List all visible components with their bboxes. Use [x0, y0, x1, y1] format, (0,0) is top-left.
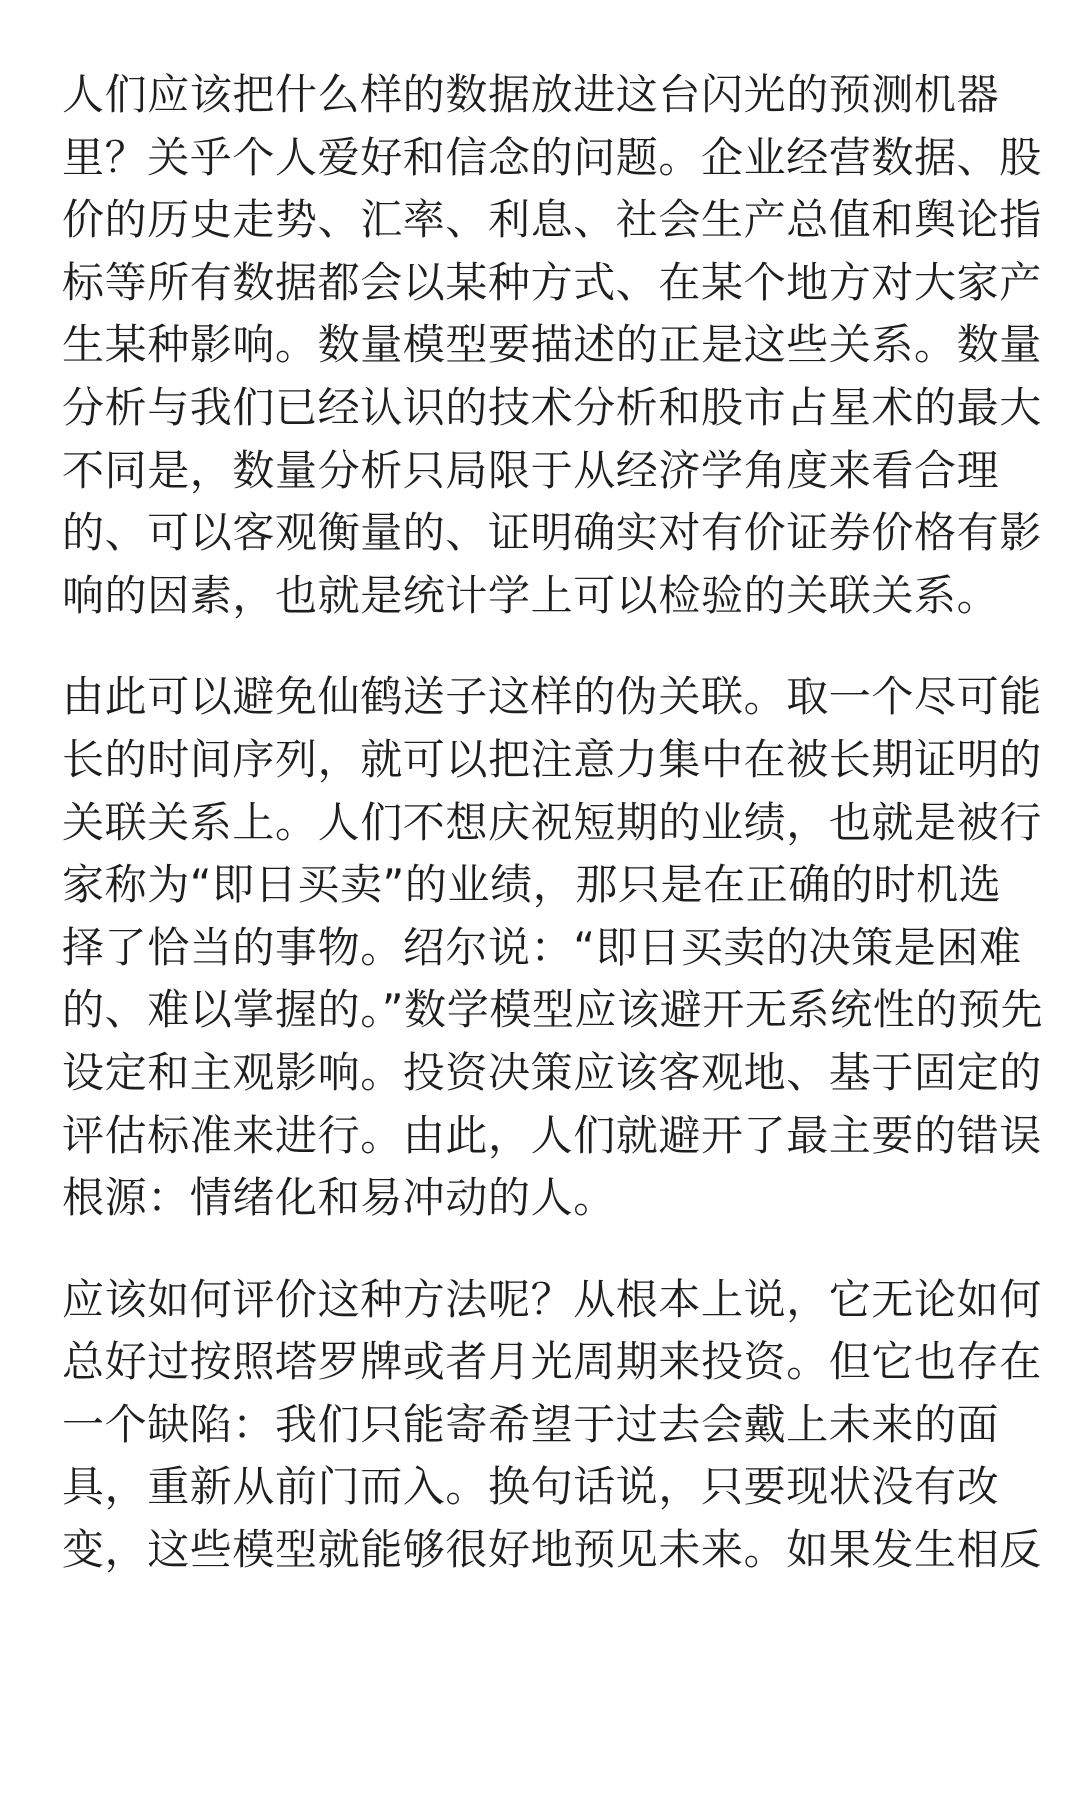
text-line: 人们应该把什么样的数据放进这台闪光的预测机器 — [62, 70, 1000, 119]
paragraph-2 — [62, 666, 1044, 1229]
text-line: 标等所有数据都会以某种方式、在某个地方对大家产 — [62, 257, 1042, 307]
paragraph-1 — [62, 64, 1042, 627]
article-body — [62, 64, 1044, 1621]
text-line: 设定和主观影响。投资决策应该客观地、基于固定的 — [62, 1047, 1042, 1097]
text-line: 根源：情绪化和易冲动的人。 — [62, 1173, 616, 1223]
text-line: 变，这些模型就能够很好地预见未来。如果发生相反 — [62, 1525, 1042, 1575]
text-line: 应该如何评价这种方法呢？从根本上说，它无论如何 — [62, 1274, 1042, 1324]
text-line: 长的时间序列，就可以把注意力集中在被长期证明的 — [62, 734, 1042, 784]
text-line: 由此可以避免仙鹤送子这样的伪关联。取一个尽可能 — [62, 672, 1042, 722]
text-line: 的、可以客观衡量的、证明确实对有价证券价格有影 — [62, 508, 1042, 558]
text-line: 关联关系上。人们不想庆祝短期的业绩，也就是被行 — [62, 797, 1042, 847]
text-line: 生某种影响。数量模型要描述的正是这些关系。数量 — [62, 320, 1042, 370]
text-line: 不同是，数量分析只局限于从经济学角度来看合理 — [62, 445, 1000, 495]
text-line: 具，重新从前门而入。换句话说，只要现状没有改 — [62, 1462, 1000, 1512]
text-line: 家称为“即日买卖”的业绩，那只是在正确的时机选 — [62, 860, 1002, 910]
text-line: 分析与我们已经认识的技术分析和股市占星术的最大 — [62, 382, 1042, 432]
text-line: 响的因素，也就是统计学上可以检验的关联关系。 — [62, 570, 1000, 620]
text-line: 的、难以掌握的。”数学模型应该避开无系统性的预先 — [62, 985, 1044, 1035]
text-line: 评估标准来进行。由此，人们就避开了最主要的错误 — [62, 1110, 1042, 1160]
text-line: 价的历史走势、汇率、利息、社会生产总值和舆论指 — [62, 195, 1042, 245]
text-line: 总好过按照塔罗牌或者月光周期来投资。但它也存在 — [62, 1337, 1042, 1387]
text-line: 一个缺陷：我们只能寄希望于过去会戴上未来的面 — [62, 1399, 1000, 1449]
text-line: 择了恰当的事物。绍尔说：“即日买卖的决策是困难 — [62, 922, 1022, 972]
paragraph-3 — [62, 1269, 1042, 1582]
text-line: 里？关乎个人爱好和信念的问题。企业经营数据、股 — [62, 132, 1042, 182]
